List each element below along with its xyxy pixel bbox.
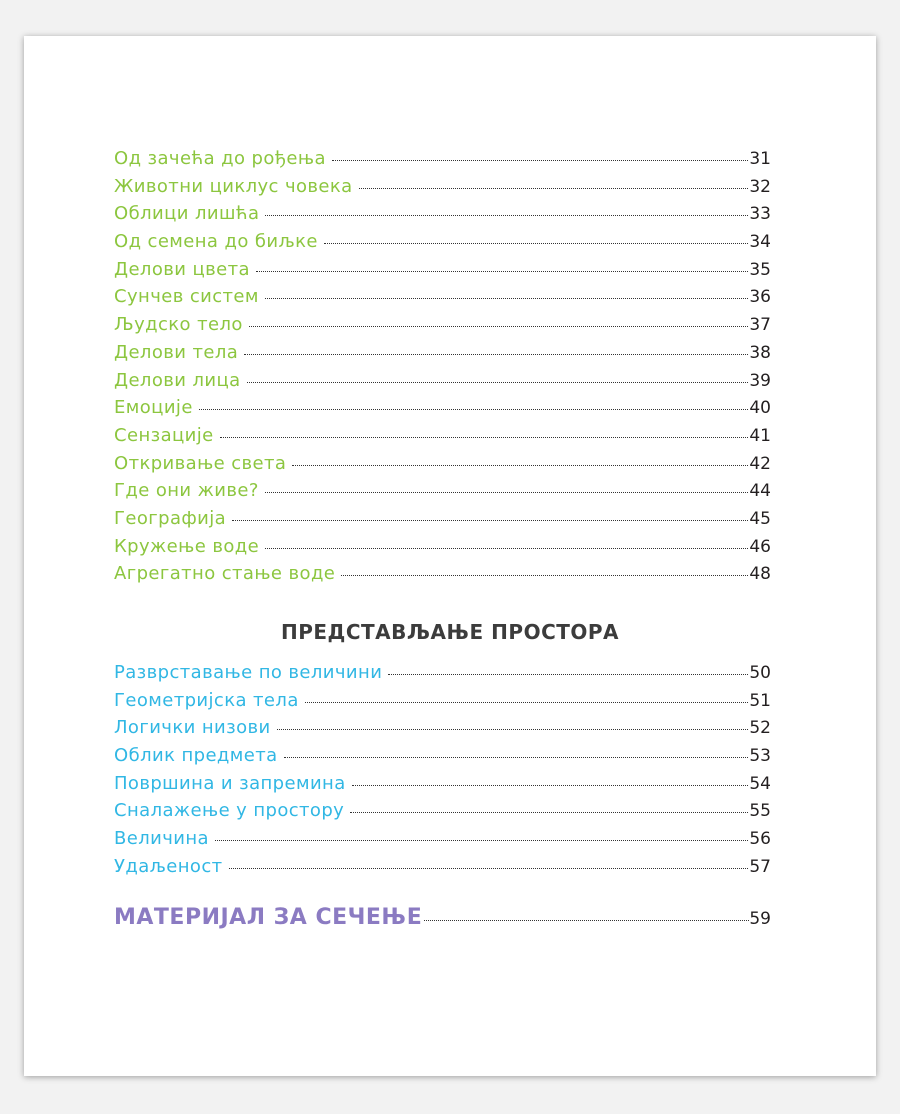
dot-leader [352, 785, 749, 786]
toc-entry-page: 33 [749, 204, 771, 225]
dot-leader [247, 382, 749, 383]
toc-entry [114, 745, 771, 773]
toc-entry-page: 41 [749, 425, 771, 446]
toc-entry [114, 690, 771, 718]
toc-entry-page: 48 [749, 564, 771, 585]
toc-entry-page: 52 [749, 718, 771, 739]
dot-leader [265, 215, 748, 216]
dot-leader [256, 271, 748, 272]
toc-entry-title: Животни циклус човека [114, 175, 353, 197]
dot-leader [265, 492, 749, 493]
toc-entry-title: Удаљеност [114, 855, 223, 877]
toc-entry-page: 53 [749, 746, 771, 767]
toc-entry-title: Од зачећа до рођења [114, 148, 326, 169]
toc-entry-page: 34 [749, 232, 771, 253]
dot-leader [265, 298, 749, 299]
toc-entry [114, 453, 771, 481]
toc-entry-title: МАТЕРИЈАЛ ЗА СЕЧЕЊЕ [114, 905, 423, 930]
dot-leader [350, 812, 748, 813]
toc-entry-title: Делови цвета [114, 258, 250, 280]
toc-entry-page: 50 [749, 663, 771, 683]
dot-leader [244, 354, 748, 355]
toc-entry-title: Сензације [114, 424, 214, 446]
dot-leader [215, 840, 748, 841]
toc-entry [114, 176, 771, 204]
toc-entry-title: Сунчев систем [114, 286, 259, 308]
toc-entry-title: Људско тело [114, 314, 243, 336]
toc-entry-page: 45 [749, 508, 771, 529]
toc-entry [114, 717, 771, 745]
toc-entry-title: Географија [114, 507, 227, 529]
toc-entry [114, 203, 771, 231]
toc-entry [114, 370, 771, 398]
toc-entry [114, 480, 771, 508]
toc-entry-page: 40 [749, 398, 771, 419]
toc-entry-title: Од семена до биљке [114, 231, 318, 253]
dot-leader [424, 920, 749, 921]
toc-entry-title: Кружење воде [114, 535, 260, 557]
toc-entry-title: Геометријска тела [114, 689, 299, 711]
section-heading: ПРЕДСТАВЉАЊЕ ПРОСТОРА [280, 620, 620, 644]
toc-entry [114, 828, 771, 856]
toc-entry-page: 46 [749, 536, 771, 557]
dot-leader [229, 868, 749, 869]
toc-list-green [114, 148, 771, 591]
dot-leader [249, 326, 749, 327]
toc-entry-page: 54 [749, 773, 771, 794]
toc-entry-page: 32 [749, 176, 771, 197]
toc-entry-page: 31 [749, 149, 771, 169]
toc-entry-title: Где они живе? [114, 480, 259, 502]
toc-entry-page: 37 [749, 315, 771, 336]
toc-entry [114, 259, 771, 287]
toc-entry-title: Разврставање по величини [114, 662, 383, 683]
dot-leader [359, 188, 749, 189]
toc-entry [114, 508, 771, 536]
toc-entry-page: 59 [749, 909, 771, 929]
toc-entry-page: 38 [749, 342, 771, 363]
toc-list-blue [114, 662, 771, 884]
toc-entry-page: 39 [749, 370, 771, 391]
toc-entry-title: Облици лишћа [114, 203, 260, 225]
toc-entry [114, 397, 771, 425]
toc-entry [114, 425, 771, 453]
toc-entry-title: Облик предмета [114, 745, 278, 767]
toc-entry-page: 55 [749, 801, 771, 822]
toc-entry-page: 44 [749, 481, 771, 502]
toc-entry [114, 314, 771, 342]
dot-leader [332, 160, 748, 161]
toc-entry-page: 42 [749, 453, 771, 474]
dot-leader [199, 409, 749, 410]
toc-entry [114, 286, 771, 314]
toc-entry [114, 342, 771, 370]
toc-entry [114, 536, 771, 564]
toc-entry [114, 773, 771, 801]
toc-entry-page: 36 [749, 287, 771, 308]
toc-entry-page: 56 [749, 829, 771, 850]
toc-entry [114, 662, 771, 690]
toc-entry-title: Логички низови [114, 717, 271, 739]
toc-entry [114, 800, 771, 828]
toc-entry-title: Делови тела [114, 341, 239, 363]
toc-entry-title: Величина [114, 828, 209, 850]
dot-leader [305, 702, 749, 703]
toc-entry-title: Делови лица [114, 369, 241, 391]
toc-entry-title: Површина и запремина [114, 772, 346, 794]
toc-entry-page: 51 [749, 690, 771, 711]
toc-entry [114, 231, 771, 259]
toc-entry-title: Емоције [114, 397, 193, 419]
dot-leader [220, 437, 749, 438]
dot-leader [265, 548, 748, 549]
dot-leader [341, 575, 748, 576]
dot-leader [284, 757, 749, 758]
toc-entry [114, 856, 771, 884]
dot-leader [388, 674, 748, 675]
toc-entry-title: Агрегатно стање воде [114, 563, 336, 585]
dot-leader [232, 520, 748, 521]
toc-entry-title: Откривање света [114, 452, 287, 474]
toc-entry-page: 35 [749, 259, 771, 280]
toc-entry [114, 563, 771, 591]
toc-entry-title: Сналажење у простору [114, 800, 345, 822]
toc-entry [114, 148, 771, 176]
dot-leader [277, 729, 749, 730]
dot-leader [292, 465, 748, 466]
toc-entry-page: 57 [749, 856, 771, 877]
toc-entry-cutouts [114, 905, 771, 930]
dot-leader [324, 243, 749, 244]
